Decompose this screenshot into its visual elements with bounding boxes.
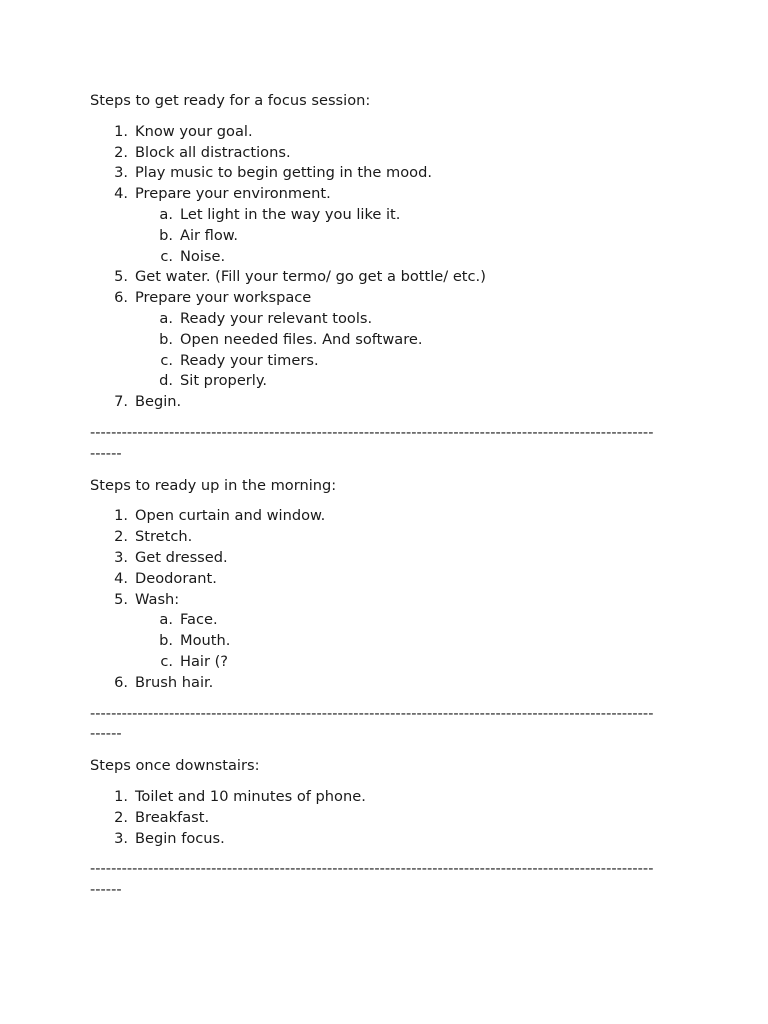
list-marker: 5. (114, 268, 128, 286)
list-marker: 5. (114, 590, 128, 608)
list-item (90, 184, 678, 267)
list-item-text: Begin focus. (135, 829, 225, 847)
sub-list-item-text: Air flow. (180, 226, 239, 244)
list-item (90, 808, 678, 829)
section-heading: Steps to ready up in the morning: (90, 476, 337, 494)
sub-list-item-text: Open needed files. And software. (180, 330, 423, 348)
list-item (90, 288, 678, 392)
section-focus-session (90, 91, 678, 465)
list-item-text: Open curtain and window. (135, 507, 326, 525)
list-item-text: Toilet and 10 minutes of phone. (135, 787, 366, 805)
list-marker: 1. (114, 787, 128, 805)
list-item-text: Block all distractions. (135, 143, 291, 161)
list-marker: 2. (114, 143, 128, 161)
list-item (90, 673, 678, 694)
sub-list (90, 309, 678, 392)
dashed-separator (90, 423, 678, 465)
sub-list-item (90, 351, 678, 372)
dashed-separator (90, 859, 678, 901)
sub-list-item (90, 371, 678, 392)
sub-list-item-text: Ready your timers. (180, 351, 319, 369)
section-morning (90, 476, 678, 746)
list-item-text: Play music to begin getting in the mood. (135, 164, 432, 182)
sub-list-marker: c. (160, 652, 173, 670)
section-downstairs (90, 756, 678, 901)
sub-list-item-text: Ready your relevant tools. (180, 309, 373, 327)
list-item (90, 163, 678, 184)
section-heading: Steps to get ready for a focus session: (90, 92, 371, 109)
list-item-text: Get water. (Fill your termo/ go get a bottle/ etc.) (135, 268, 486, 286)
list-marker: 6. (114, 289, 128, 307)
list-item-text: Breakfast. (135, 808, 210, 826)
separator-line: ------ (90, 725, 122, 743)
list-marker: 4. (114, 569, 128, 587)
list-marker: 6. (114, 673, 128, 691)
list-item-text: Know your goal. (135, 122, 253, 140)
sub-list-item-text: Mouth. (180, 632, 231, 650)
sub-list-marker: c. (160, 351, 173, 369)
separator-line: ----------------------------------------------------------------------------------------------------------- (90, 423, 654, 441)
sub-list (90, 205, 678, 267)
list-item-text: Wash: (135, 590, 180, 608)
sub-list-item (90, 652, 678, 673)
separator-line: ----------------------------------------------------------------------------------------------------------- (90, 860, 654, 878)
list-item (90, 122, 678, 143)
list-marker: 1. (114, 122, 128, 140)
separator-line: ------ (90, 881, 122, 899)
dashed-separator (90, 704, 678, 746)
list-item-text: Get dressed. (135, 548, 228, 566)
sub-list-item (90, 631, 678, 652)
separator-line: ----------------------------------------------------------------------------------------------------------- (90, 704, 654, 722)
list-item-text: Brush hair. (135, 673, 214, 691)
list-item-text: Stretch. (135, 528, 193, 546)
sub-list (90, 610, 678, 672)
list-item-text: Prepare your workspace (135, 289, 312, 307)
sub-list-item-text: Face. (180, 611, 218, 629)
list-item (90, 548, 678, 569)
list-item (90, 527, 678, 548)
sub-list-marker: a. (159, 611, 173, 629)
sub-list-item (90, 247, 678, 268)
list-item-text: Begin. (135, 393, 182, 411)
sub-list-item (90, 205, 678, 226)
list-item-text: Deodorant. (135, 569, 217, 587)
list-item (90, 569, 678, 590)
list-marker: 3. (114, 829, 128, 847)
list-marker: 4. (114, 185, 128, 203)
ordered-list (90, 506, 678, 693)
sub-list-marker: a. (159, 309, 173, 327)
list-marker: 2. (114, 808, 128, 826)
list-item (90, 829, 678, 850)
list-item (90, 787, 678, 808)
section-heading: Steps once downstairs: (90, 757, 260, 775)
sub-list-item (90, 309, 678, 330)
sub-list-marker: d. (159, 372, 173, 390)
sub-list-item (90, 330, 678, 351)
list-marker: 7. (114, 393, 128, 411)
sub-list-item (90, 610, 678, 631)
list-marker: 1. (114, 507, 128, 525)
sub-list-item-text: Hair (? (180, 652, 229, 670)
sub-list-marker: a. (159, 205, 173, 223)
separator-line: ------ (90, 444, 122, 462)
list-item (90, 143, 678, 164)
list-marker: 3. (114, 164, 128, 182)
list-item-text: Prepare your environment. (135, 185, 331, 203)
sub-list-marker: b. (159, 226, 173, 244)
list-item (90, 267, 678, 288)
sub-list-item-text: Noise. (180, 247, 226, 265)
ordered-list (90, 122, 678, 413)
list-item (90, 506, 678, 527)
sub-list-item (90, 226, 678, 247)
list-marker: 3. (114, 548, 128, 566)
list-marker: 2. (114, 528, 128, 546)
sub-list-item-text: Let light in the way you like it. (180, 205, 401, 223)
list-item (90, 590, 678, 673)
sub-list-item-text: Sit properly. (180, 372, 268, 390)
ordered-list (90, 787, 678, 849)
sub-list-marker: b. (159, 632, 173, 650)
sub-list-marker: b. (159, 330, 173, 348)
list-item (90, 392, 678, 413)
sub-list-marker: c. (160, 247, 173, 265)
